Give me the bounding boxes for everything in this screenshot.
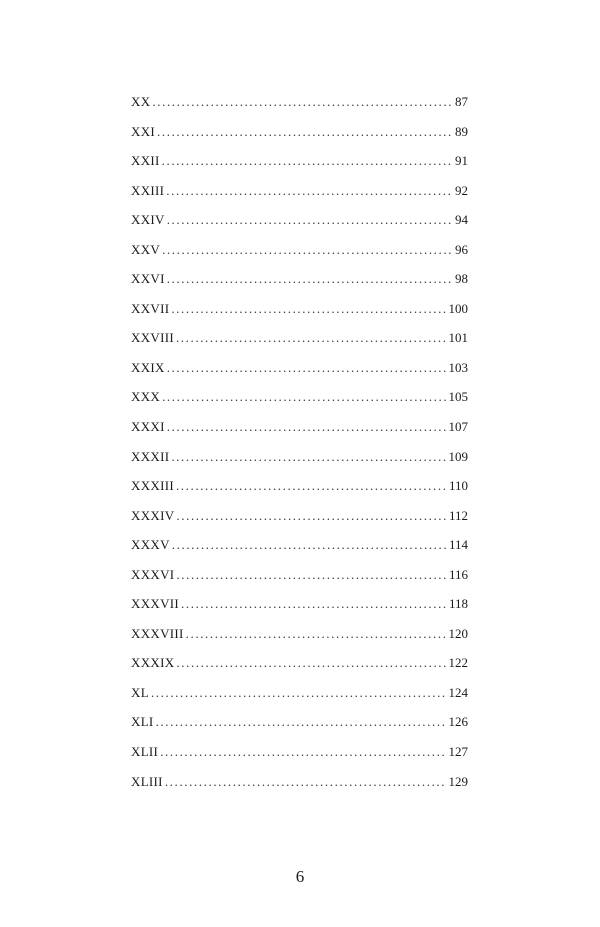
chapter-label: XXII	[131, 153, 160, 169]
chapter-page-number: 107	[448, 419, 468, 435]
chapter-label: XX	[131, 94, 151, 109]
chapter-label: XXXII	[131, 448, 170, 464]
toc-entry[interactable]	[131, 181, 468, 211]
toc-entry[interactable]	[131, 565, 468, 595]
chapter-page-number: 124	[448, 684, 468, 700]
dot-leader	[167, 417, 447, 437]
toc-entry[interactable]	[131, 506, 468, 536]
chapter-page-number: 126	[448, 714, 468, 730]
dot-leader	[172, 535, 447, 555]
toc-entry[interactable]	[131, 151, 468, 181]
dot-leader	[157, 122, 453, 142]
toc-entry[interactable]	[131, 328, 468, 358]
toc-entry[interactable]	[131, 240, 468, 270]
chapter-page-number: 120	[448, 625, 468, 641]
dot-leader	[176, 328, 447, 348]
toc-entry[interactable]	[131, 653, 468, 683]
toc-entry[interactable]	[131, 624, 468, 654]
chapter-label: XXIX	[131, 359, 165, 375]
chapter-page-number: 103	[448, 359, 468, 375]
chapter-page-number: 112	[448, 507, 468, 523]
dot-leader	[176, 565, 447, 585]
chapter-page-number: 89	[455, 123, 468, 139]
dot-leader	[167, 358, 447, 378]
chapter-page-number: 114	[448, 537, 468, 553]
chapter-label: XXXI	[131, 419, 165, 435]
dot-leader	[176, 653, 446, 673]
dot-leader	[181, 594, 447, 614]
chapter-page-number: 87	[455, 94, 468, 109]
dot-leader	[162, 240, 453, 260]
toc-entry[interactable]	[131, 535, 468, 565]
dot-leader	[176, 506, 447, 526]
chapter-label: XXV	[131, 241, 161, 257]
chapter-page-number: 92	[455, 182, 468, 198]
chapter-page-number: 118	[448, 596, 468, 612]
dot-leader	[151, 683, 447, 703]
toc-entry[interactable]	[131, 269, 468, 299]
chapter-label: XXXVII	[131, 596, 180, 612]
chapter-page-number: 98	[455, 271, 468, 287]
chapter-label: XXXVI	[131, 566, 175, 582]
chapter-page-number: 116	[448, 566, 468, 582]
toc-entry[interactable]	[131, 476, 468, 506]
dot-leader	[167, 269, 453, 289]
toc-entry[interactable]	[131, 210, 468, 240]
dot-leader	[160, 742, 446, 762]
chapter-page-number: 105	[448, 389, 468, 405]
toc-entry[interactable]	[131, 358, 468, 388]
chapter-label: XXI	[131, 123, 156, 139]
chapter-label: XL	[131, 684, 149, 700]
chapter-label: XLI	[131, 714, 154, 730]
dot-leader	[171, 447, 446, 467]
chapter-label: XXIV	[131, 212, 165, 228]
page-number: 6	[295, 867, 305, 886]
chapter-label: XXXIII	[131, 478, 174, 494]
toc-entry[interactable]	[131, 447, 468, 477]
dot-leader	[171, 299, 446, 319]
dot-leader	[156, 712, 447, 732]
toc-entry[interactable]	[131, 92, 468, 122]
dot-leader	[166, 181, 453, 201]
toc-entry[interactable]	[131, 742, 468, 772]
chapter-label: XXVII	[131, 300, 170, 316]
dot-leader	[186, 624, 447, 644]
dot-leader	[162, 387, 446, 407]
toc-entry[interactable]	[131, 594, 468, 624]
chapter-page-number: 127	[448, 744, 468, 760]
chapter-label: XXX	[131, 389, 161, 405]
toc-entry[interactable]	[131, 387, 468, 417]
dot-leader	[165, 772, 447, 792]
chapter-label: XLIII	[131, 773, 163, 789]
chapter-label: XXXIX	[131, 655, 175, 671]
chapter-page-number: 101	[448, 330, 468, 346]
chapter-page-number: 100	[448, 300, 468, 316]
chapter-page-number: 129	[448, 773, 468, 789]
chapter-label: XXIII	[131, 182, 165, 198]
dot-leader	[162, 151, 453, 171]
chapter-page-number: 110	[448, 478, 468, 494]
chapter-page-number: 94	[455, 212, 468, 228]
dot-leader	[167, 210, 453, 230]
chapter-label: XLII	[131, 744, 159, 760]
chapter-label: XXVIII	[131, 330, 174, 346]
chapter-page-number: 122	[448, 655, 468, 671]
chapter-page-number: 91	[455, 153, 468, 169]
toc-entry[interactable]	[131, 712, 468, 742]
toc-entry[interactable]	[131, 122, 468, 152]
table-of-contents	[131, 92, 468, 801]
toc-entry[interactable]	[131, 683, 468, 713]
chapter-label: XXXIV	[131, 507, 175, 523]
toc-entry[interactable]	[131, 299, 468, 329]
toc-entry[interactable]	[131, 772, 468, 802]
dot-leader	[176, 476, 447, 496]
toc-entry[interactable]	[131, 417, 468, 447]
chapter-page-number: 96	[455, 241, 468, 257]
chapter-label: XXVI	[131, 271, 165, 287]
chapter-label: XXXVIII	[131, 625, 184, 641]
chapter-page-number: 109	[448, 448, 468, 464]
chapter-label: XXXV	[131, 537, 170, 553]
dot-leader	[152, 92, 453, 112]
